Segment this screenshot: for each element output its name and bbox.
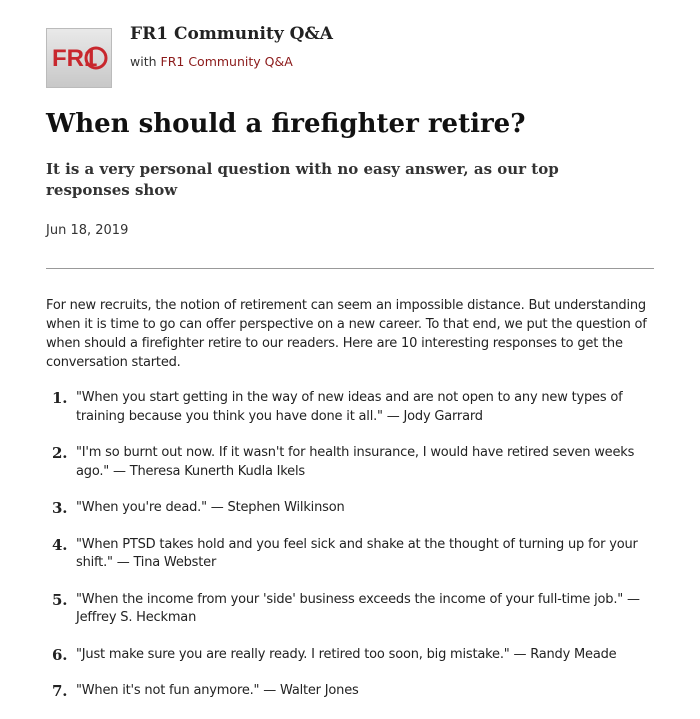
quote-text: "When it's not fun anymore." — Walter Jones xyxy=(76,683,359,698)
list-number: 2. xyxy=(52,444,68,462)
list-number: 3. xyxy=(52,499,68,517)
list-item xyxy=(46,591,658,628)
article-intro: For new recruits, the notion of retirement can seem an impossible distance. But understanding when it is time to go can offer perspective on a new career. To that end, we put the question of when should a firefighter retire to our readers. Here are 10 interesting responses to get the conversation started. xyxy=(46,298,647,370)
list-number: 7. xyxy=(52,682,68,700)
list-item xyxy=(46,499,658,518)
fr1-logo-icon xyxy=(47,29,111,87)
list-number: 1. xyxy=(52,389,68,407)
logo-letters: FR1 xyxy=(52,45,98,72)
byline xyxy=(130,54,293,69)
byline-author-link[interactable]: FR1 Community Q&A xyxy=(160,54,293,69)
list-number: 4. xyxy=(52,535,68,554)
list-item xyxy=(46,646,658,665)
article-subtitle: It is a very personal question with no easy answer, as our top responses show xyxy=(46,160,559,199)
list-number: 5. xyxy=(52,590,68,609)
quote-text: "Just make sure you are really ready. I retired too soon, big mistake." — Randy Meade xyxy=(76,646,617,662)
byline-prefix: with xyxy=(130,54,157,69)
list-item xyxy=(46,536,658,573)
list-item xyxy=(46,444,658,481)
list-item xyxy=(46,682,658,701)
fr1-logo[interactable] xyxy=(46,28,112,88)
article-title: When should a firefighter retire? xyxy=(46,109,526,139)
divider xyxy=(46,268,654,269)
publication-header xyxy=(46,24,646,88)
list-item xyxy=(46,389,658,426)
quote-text: "I'm so burnt out now. If it wasn't for health insurance, I would have retired seven weeks ago." — Theresa Kunerth Kudla Ikels xyxy=(76,445,635,479)
quote-text: "When PTSD takes hold and you feel sick and shake at the thought of turning up for your shift." — Tina Webster xyxy=(76,536,638,570)
quote-text: "When you start getting in the way of new ideas and are not open to any new types of training because you think you have done it all." — Jody Garrard xyxy=(76,390,623,424)
quotes-list xyxy=(46,389,658,719)
publish-date: Jun 18, 2019 xyxy=(46,223,129,238)
quote-text: "When you're dead." — Stephen Wilkinson xyxy=(76,500,345,515)
quote-text: "When the income from your 'side' business exceeds the income of your full-time job." — Jeffrey S. Heckman xyxy=(76,591,640,625)
list-number: 6. xyxy=(52,645,68,664)
publication-name[interactable]: FR1 Community Q&A xyxy=(130,24,333,44)
